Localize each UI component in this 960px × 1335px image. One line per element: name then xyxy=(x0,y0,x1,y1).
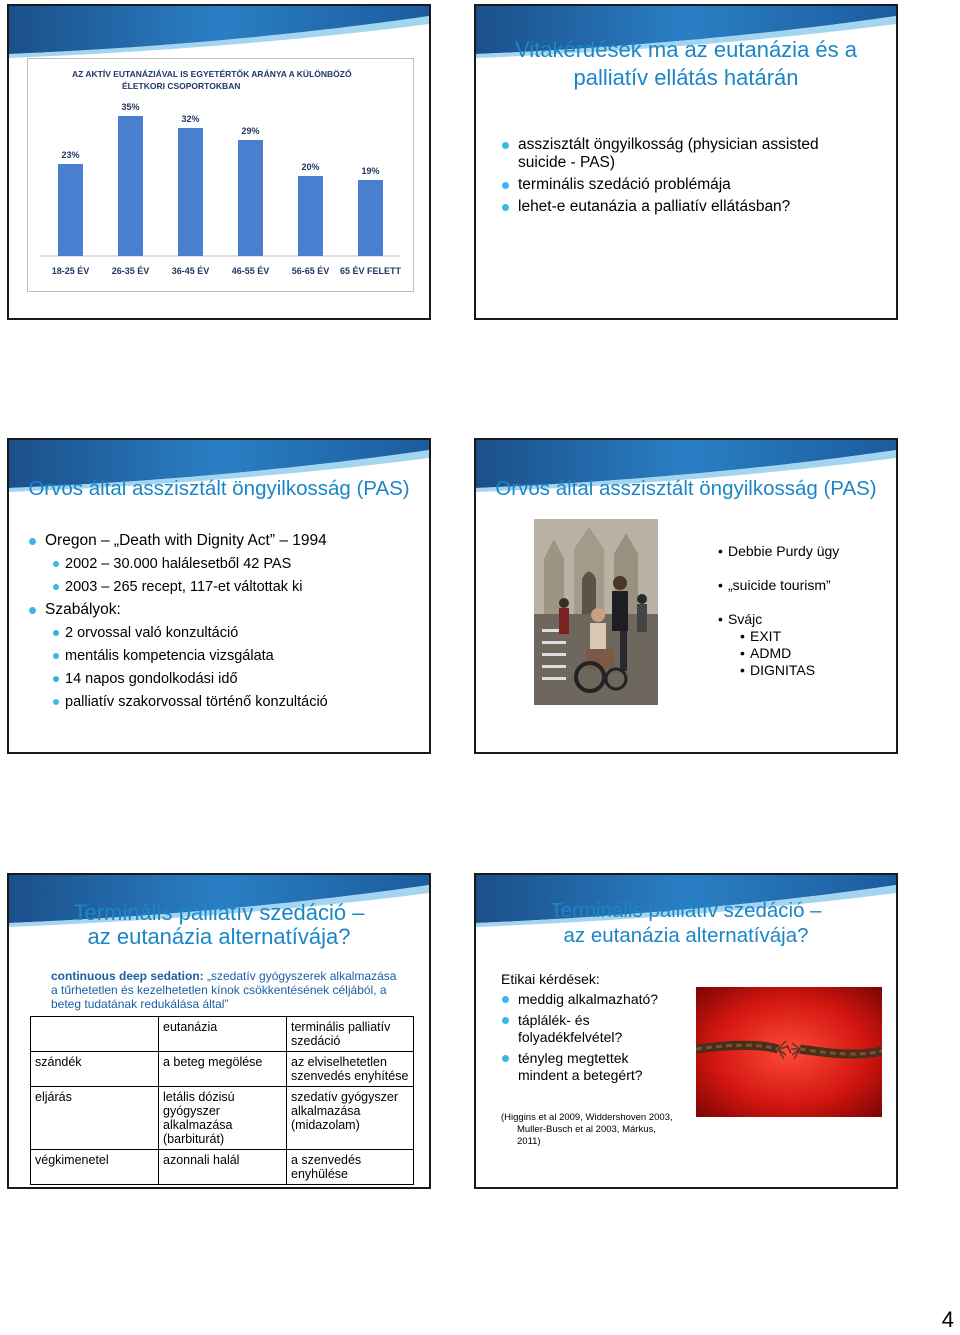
bullet-dot xyxy=(502,996,509,1003)
bullet-dot: • xyxy=(740,662,745,678)
list-item: asszisztált öngyilkosság (physician assisted xyxy=(502,136,882,154)
slide-title xyxy=(476,36,896,92)
bullet-list xyxy=(502,136,882,216)
category-label: 26-35 ÉV xyxy=(111,266,150,276)
reference-text: (Higgins et al 2009, Widdershoven 2003, Muller-Busch et al 2003, Márkus, 2011) xyxy=(501,1112,673,1147)
list-item: 2003 – 265 recept, 117-et váltottak ki xyxy=(29,578,429,596)
list-item: 2002 – 30.000 halálesetből 42 PAS xyxy=(29,555,429,573)
category-label: 56-65 ÉV xyxy=(291,266,330,276)
table-cell: letális dózisú xyxy=(163,1090,235,1104)
row-label: szándék xyxy=(35,1055,82,1069)
list-item: • „suicide tourism” xyxy=(718,577,831,593)
list-item: lehet-e eutanázia a palliatív ellátásban? xyxy=(502,198,882,216)
title-line: Vitakérdések ma az eutanázia és a xyxy=(514,37,858,62)
bar-4 xyxy=(238,140,263,256)
slide-5 xyxy=(7,873,431,1189)
bullet-dot: • xyxy=(718,577,723,593)
slide-title xyxy=(476,898,896,948)
table-row: szándék a beteg megölése az elviselhetetlen szenvedés enyhítése xyxy=(31,1052,414,1087)
ethics-heading: Etikai kérdések: xyxy=(501,971,600,987)
bullet-dot xyxy=(53,584,59,590)
bar-value-label: 19% xyxy=(361,166,380,176)
bullet-dot xyxy=(53,630,59,636)
bullet-dot xyxy=(29,538,36,545)
list-item: meddig alkalmazható? xyxy=(502,991,702,1008)
row-label: eljárás xyxy=(35,1090,72,1104)
bar-6 xyxy=(358,180,383,256)
bar-value-label: 32% xyxy=(181,114,200,124)
chart-frame xyxy=(27,58,414,292)
bullet-dot xyxy=(53,561,59,567)
slide-2 xyxy=(474,4,898,320)
list-item: suicide - PAS) xyxy=(518,154,616,171)
list-item: 2 orvossal való konzultáció xyxy=(29,624,429,642)
bar-value-label: 23% xyxy=(61,150,80,160)
bar-1 xyxy=(58,164,83,256)
list-item: terminális szedáció problémája xyxy=(502,176,882,194)
bullet-list xyxy=(718,542,898,679)
table-cell: a beteg megölése xyxy=(163,1055,263,1069)
bullet-list xyxy=(502,991,702,1084)
wheelchair-photo xyxy=(534,519,658,705)
bar-3 xyxy=(178,128,203,256)
definition-term: continuous deep sedation: xyxy=(51,969,204,983)
bar-chart xyxy=(28,59,413,291)
title-line: palliatív ellátás határán xyxy=(573,65,799,90)
fraying-rope-photo xyxy=(696,987,882,1117)
bar-value-label: 35% xyxy=(121,102,140,112)
category-label: 65 ÉV FELETT xyxy=(339,266,402,276)
slide-title xyxy=(9,901,429,949)
list-item: folyadékfelvétel? xyxy=(518,1029,623,1045)
bullet-dot xyxy=(502,204,509,211)
list-item: • DIGNITAS xyxy=(740,662,816,678)
title-line: Terminális palliatív szedáció – xyxy=(550,899,822,922)
bullet-list xyxy=(29,532,429,711)
slide-title: Orvos által asszisztált öngyilkosság (PAS) xyxy=(495,477,877,500)
bullet-dot xyxy=(502,1055,509,1062)
bullet-dot: • xyxy=(718,543,723,559)
slide-1 xyxy=(7,4,431,320)
slide-6 xyxy=(474,873,898,1189)
table-row: eljárás letális dózisú gyógyszer alkalmazása (barbiturát) szedatív gyógyszer alkalmazása (midazolam) xyxy=(31,1087,414,1150)
list-item: • EXIT xyxy=(740,628,782,644)
table-row: végkimenetel azonnali halál a szenvedés enyhülése xyxy=(31,1150,414,1185)
title-line: az eutanázia alternatívája? xyxy=(563,924,809,947)
comparison-table xyxy=(30,1016,414,1185)
bullet-dot: • xyxy=(740,645,745,661)
bar-5 xyxy=(298,176,323,256)
table-row: eutanázia terminális palliatív szedáció xyxy=(31,1017,414,1052)
bar-2 xyxy=(118,116,143,256)
bar-value-label: 29% xyxy=(241,126,260,136)
table-cell: az elviselhetetlen xyxy=(291,1055,387,1069)
bullet-dot: • xyxy=(740,628,745,644)
table-header: eutanázia xyxy=(163,1020,218,1034)
category-label: 46-55 ÉV xyxy=(231,266,270,276)
table-header: terminális palliatív xyxy=(291,1020,391,1034)
list-item: mindent a betegért? xyxy=(518,1067,643,1083)
slide-title: Orvos által asszisztált öngyilkosság (PAS) xyxy=(28,477,410,500)
title-line: Terminális palliatív szedáció – xyxy=(73,900,365,925)
sedation-definition: continuous deep sedation: „szedatív gyógyszerek alkalmazása a tűrhetetlen és kezelhetetlen kínok csökkentésének céljából, a beteg tudatának redukálása által” xyxy=(51,969,397,1011)
bullet-dot: • xyxy=(718,611,723,627)
bullet-dot xyxy=(53,676,59,682)
slide-banner xyxy=(9,6,429,66)
list-item: • ADMD xyxy=(740,645,792,661)
bullet-dot xyxy=(502,1017,509,1024)
list-item: • Svájc xyxy=(718,611,763,627)
list-item: Szabályok: xyxy=(29,601,429,619)
title-line: az eutanázia alternatívája? xyxy=(87,924,351,949)
list-item: 14 napos gondolkodási idő xyxy=(29,670,429,688)
bullet-dot xyxy=(53,699,59,705)
chart-title-line-2: ÉLETKORI CSOPORTOKBAN xyxy=(122,81,241,91)
slide-3 xyxy=(7,438,431,754)
list-item: tényleg megtettek xyxy=(502,1050,702,1067)
category-label: 36-45 ÉV xyxy=(171,266,210,276)
bullet-dot xyxy=(502,142,509,149)
table-cell: azonnali halál xyxy=(163,1153,240,1167)
page-number: 4 xyxy=(941,1307,954,1332)
bullet-dot xyxy=(53,653,59,659)
chart-title-line-1: AZ AKTÍV EUTANÁZIÁVAL IS EGYETÉRTŐK ARÁNYA A KÜLÖNBÖZŐ xyxy=(72,69,352,79)
row-label: végkimenetel xyxy=(35,1153,109,1167)
table-cell: a szenvedés xyxy=(291,1153,362,1167)
bullet-dot xyxy=(29,607,36,614)
slide-4 xyxy=(474,438,898,754)
list-item: táplálék- és xyxy=(502,1012,702,1029)
list-item: palliatív szakorvossal történő konzultáció xyxy=(29,693,429,711)
bullet-dot xyxy=(502,182,509,189)
list-item: Oregon – „Death with Dignity Act” – 1994 xyxy=(29,532,429,550)
list-item: mentális kompetencia vizsgálata xyxy=(29,647,429,665)
bar-value-label: 20% xyxy=(301,162,320,172)
category-label: 18-25 ÉV xyxy=(51,266,90,276)
table-cell: szedatív gyógyszer xyxy=(291,1090,398,1104)
list-item: • Debbie Purdy ügy xyxy=(718,543,840,559)
